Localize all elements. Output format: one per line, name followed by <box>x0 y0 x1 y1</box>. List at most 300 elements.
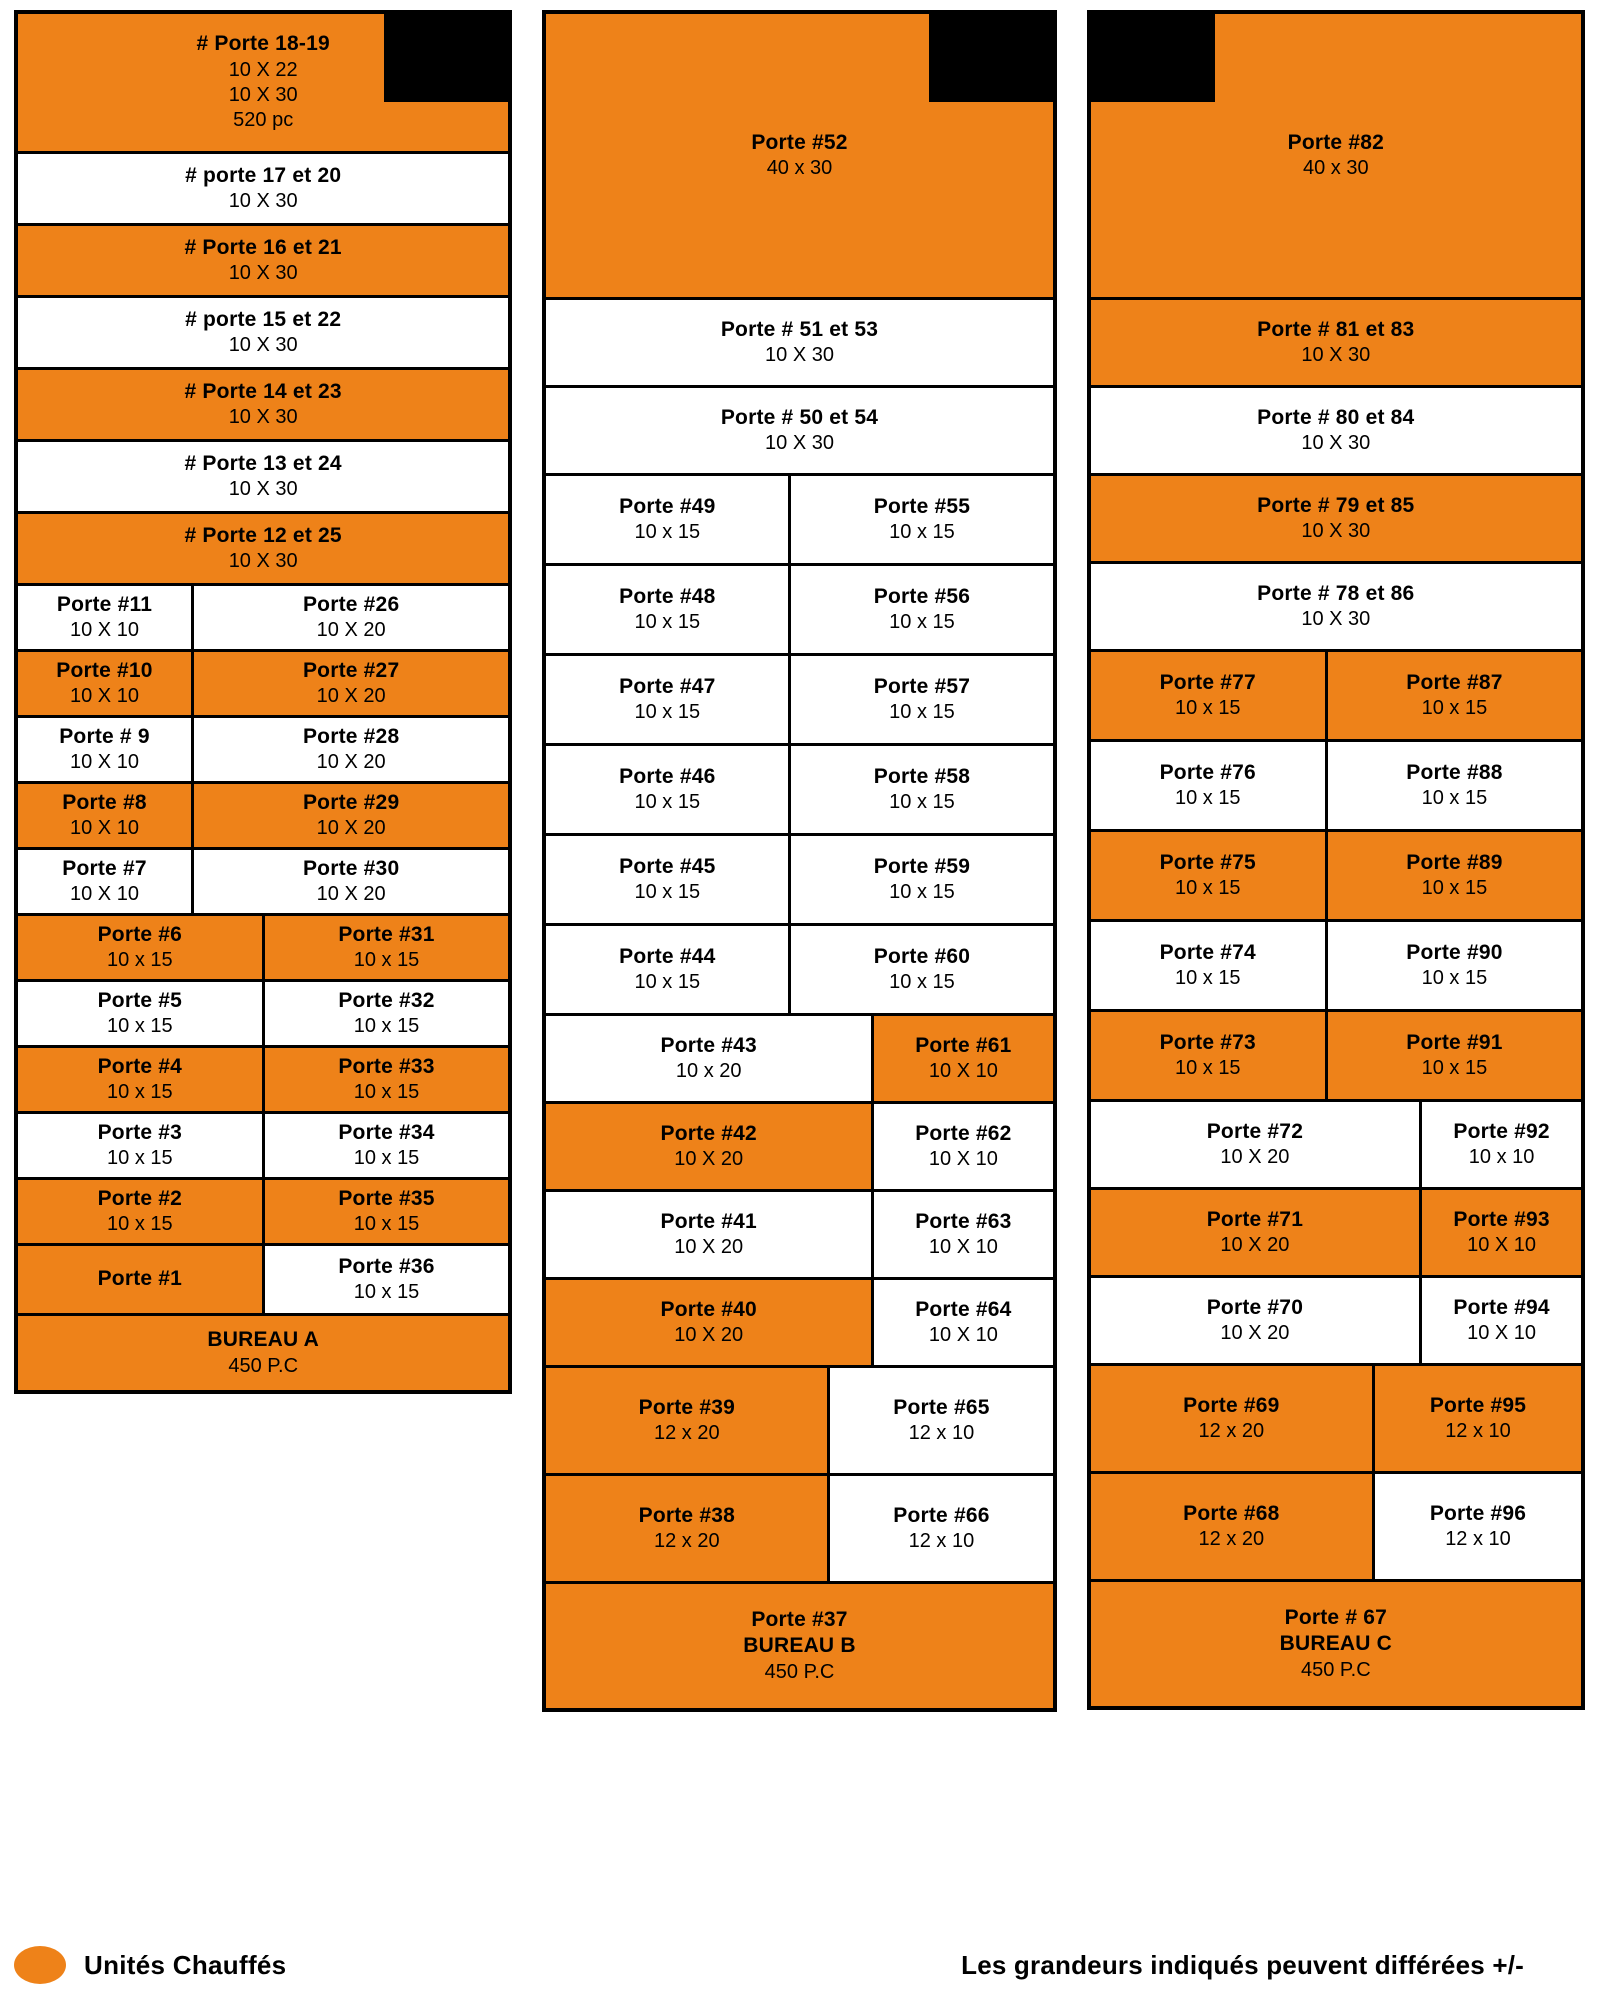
unit-label: BUREAU A <box>207 1328 319 1352</box>
unit-dimension: 10 x 15 <box>353 1015 420 1038</box>
unit-row <box>1091 1190 1581 1278</box>
unit-cell[interactable] <box>18 1048 262 1111</box>
unit-dimension: 40 x 30 <box>1303 157 1369 180</box>
unit-dimension: 10 x 15 <box>107 1015 173 1038</box>
unit-label: Porte #56 <box>873 584 971 608</box>
unit-dimension: 12 x 10 <box>1445 1528 1511 1551</box>
unit-dimension: 10 x 15 <box>634 791 701 814</box>
unit-cell[interactable] <box>546 746 788 833</box>
unit-row <box>546 1584 1052 1708</box>
unit-cell[interactable] <box>1419 1190 1581 1275</box>
unit-dimension: 12 x 20 <box>1198 1420 1265 1443</box>
unit-cell[interactable] <box>191 784 508 847</box>
unit-cell[interactable] <box>1419 1278 1581 1363</box>
unit-rows-b <box>546 14 1052 1708</box>
unit-dimension: 10 X 30 <box>765 344 834 367</box>
unit-dimension: 12 x 10 <box>908 1422 975 1445</box>
unit-label: Porte #3 <box>97 1120 183 1144</box>
unit-cell[interactable] <box>1325 922 1581 1009</box>
unit-dimension: 10 X 30 <box>1301 608 1371 631</box>
unit-label: Porte #7 <box>62 856 147 880</box>
unit-label: Porte #91 <box>1406 1030 1503 1054</box>
unit-dimension: 10 x 15 <box>353 1081 420 1104</box>
unit-cell[interactable] <box>18 784 191 847</box>
unit-label: Porte #73 <box>1159 1030 1256 1054</box>
unit-label: Porte #75 <box>1159 850 1256 874</box>
unit-label: Porte # 78 et 86 <box>1257 581 1415 605</box>
unit-cell[interactable] <box>1325 832 1581 919</box>
unit-cell[interactable] <box>1091 652 1325 739</box>
unit-label: Porte #66 <box>893 1503 990 1527</box>
unit-dimension: 10 x 15 <box>107 1081 173 1104</box>
unit-label: Porte #41 <box>660 1209 757 1233</box>
unit-cell[interactable] <box>191 652 508 715</box>
unit-label: Porte #40 <box>660 1297 757 1321</box>
unit-dimension: 10 X 30 <box>228 478 298 501</box>
unit-cell[interactable] <box>18 718 191 781</box>
unit-dimension: 10 x 15 <box>1421 787 1488 810</box>
unit-cell[interactable] <box>191 850 508 913</box>
unit-dimension: 10 X 30 <box>228 84 298 107</box>
unit-label: Porte #33 <box>338 1054 435 1078</box>
unit-cell[interactable] <box>546 1280 871 1365</box>
unit-label: Porte #76 <box>1159 760 1256 784</box>
unit-cell[interactable] <box>871 1016 1053 1101</box>
unit-row <box>18 1246 508 1316</box>
unit-dimension: 10 x 15 <box>107 1213 173 1236</box>
unit-label: Porte #64 <box>915 1297 1012 1321</box>
unit-dimension: 10 X 20 <box>316 685 386 708</box>
unit-dimension: 10 X 20 <box>674 1236 744 1259</box>
unit-dimension: 10 X 20 <box>316 619 386 642</box>
unit-label: Porte #1 <box>97 1267 183 1291</box>
unit-label: Porte #71 <box>1206 1207 1304 1231</box>
unit-row <box>18 370 508 442</box>
unit-label: Porte #62 <box>915 1121 1012 1145</box>
unit-cell[interactable] <box>1325 742 1581 829</box>
unit-dimension: 12 x 20 <box>1198 1528 1265 1551</box>
unit-label: Porte #96 <box>1429 1501 1527 1525</box>
unit-row <box>1091 300 1581 388</box>
unit-dimension: 10 X 20 <box>316 883 386 906</box>
building-block-a <box>14 10 512 1394</box>
unit-dimension: 10 x 15 <box>1174 967 1241 990</box>
unit-label: Porte #2 <box>97 1186 183 1210</box>
unit-dimension: 10 x 15 <box>1421 967 1488 990</box>
unit-dimension: 10 x 15 <box>634 701 701 724</box>
unit-cell[interactable] <box>1372 1474 1581 1579</box>
unit-label: Porte #38 <box>638 1503 735 1527</box>
unit-label: # porte 17 et 20 <box>185 163 342 187</box>
unit-dimension: 10 x 15 <box>1421 877 1488 900</box>
unit-label: Porte #68 <box>1183 1501 1280 1525</box>
unit-row <box>18 982 508 1048</box>
unit-label: Porte # 51 et 53 <box>720 317 879 341</box>
unit-cell[interactable] <box>262 916 509 979</box>
unit-cell[interactable] <box>1091 1582 1581 1706</box>
unit-row <box>1091 1102 1581 1190</box>
unit-dimension: BUREAU B <box>743 1634 856 1658</box>
unit-cell[interactable] <box>262 1048 509 1111</box>
building-columns <box>14 10 1585 1712</box>
unit-dimension: 10 x 15 <box>1174 697 1241 720</box>
unit-label: Porte #61 <box>915 1033 1012 1057</box>
unit-label: Porte #37 <box>751 1607 848 1631</box>
unit-row <box>546 476 1052 566</box>
unit-cell[interactable] <box>18 514 508 583</box>
unit-dimension: 10 X 10 <box>70 619 139 642</box>
unit-dimension: 10 X 10 <box>928 1324 998 1347</box>
unit-cell[interactable] <box>1091 1278 1420 1363</box>
unit-dimension: 10 X 30 <box>1301 520 1371 543</box>
unit-dimension: 10 x 15 <box>634 611 701 634</box>
unit-dimension: 12 x 10 <box>908 1530 975 1553</box>
unit-cell[interactable] <box>18 850 191 913</box>
unit-row <box>18 1048 508 1114</box>
unit-cell[interactable] <box>262 1246 509 1313</box>
unit-dimension: 450 P.C <box>764 1660 835 1683</box>
unit-dimension: 10 X 20 <box>674 1148 744 1171</box>
unit-cell[interactable] <box>871 1104 1053 1189</box>
unit-label: Porte #77 <box>1159 670 1256 694</box>
unit-label: Porte #47 <box>619 674 716 698</box>
unit-cell[interactable] <box>191 718 508 781</box>
unit-dimension: 10 X 30 <box>228 550 298 573</box>
unit-cell[interactable] <box>18 1246 262 1313</box>
unit-label: Porte #59 <box>873 854 971 878</box>
unit-label: Porte #82 <box>1287 130 1384 154</box>
unit-dimension: 10 x 15 <box>889 881 955 904</box>
unit-label: Porte #31 <box>338 922 435 946</box>
unit-cell[interactable] <box>262 1114 509 1177</box>
unit-label: Porte #58 <box>873 764 971 788</box>
unit-cell[interactable] <box>546 926 788 1013</box>
unit-row <box>546 300 1052 388</box>
unit-cell[interactable] <box>1419 1102 1581 1187</box>
unit-label: Porte #87 <box>1406 670 1503 694</box>
unit-cell[interactable] <box>546 476 788 563</box>
unit-dimension: 10 X 10 <box>928 1236 998 1259</box>
unit-cell[interactable] <box>827 1476 1052 1581</box>
unit-label: Porte #70 <box>1206 1295 1304 1319</box>
unit-row <box>546 1104 1052 1192</box>
building-block-b <box>542 10 1056 1712</box>
unit-row <box>1091 742 1581 832</box>
unit-label: Porte #46 <box>619 764 716 788</box>
unit-label: Porte #63 <box>915 1209 1012 1233</box>
unit-dimension: 10 X 20 <box>1220 1234 1290 1257</box>
unit-row <box>546 1192 1052 1280</box>
unit-dimension: 10 X 10 <box>70 883 139 906</box>
unit-dimension: BUREAU C <box>1279 1632 1393 1656</box>
unit-cell[interactable] <box>1091 1012 1325 1099</box>
unit-cell[interactable] <box>191 586 508 649</box>
unit-dimension: 10 x 15 <box>107 949 173 972</box>
unit-dimension: 12 x 10 <box>1445 1420 1511 1443</box>
unit-row <box>546 1368 1052 1476</box>
unit-cell[interactable] <box>546 1476 827 1581</box>
unit-cell[interactable] <box>546 836 788 923</box>
unit-dimension: 10 x 15 <box>889 791 955 814</box>
unit-label: Porte #55 <box>873 494 971 518</box>
unit-label: Porte #26 <box>302 592 400 616</box>
unit-cell[interactable] <box>1091 1474 1372 1579</box>
unit-cell[interactable] <box>1091 742 1325 829</box>
unit-cell[interactable] <box>1091 1102 1420 1187</box>
unit-row <box>546 566 1052 656</box>
unit-label: Porte #65 <box>893 1395 990 1419</box>
unit-dimension: 12 x 20 <box>653 1530 720 1553</box>
unit-label: Porte #44 <box>619 944 716 968</box>
unit-label: Porte # 67 <box>1284 1605 1387 1629</box>
unit-label: Porte #28 <box>302 724 400 748</box>
corner-notch-c <box>1091 14 1215 102</box>
unit-cell[interactable] <box>1325 652 1581 739</box>
unit-row <box>546 836 1052 926</box>
unit-row <box>1091 1474 1581 1582</box>
unit-dimension: 10 x 15 <box>889 521 955 544</box>
unit-dimension: 10 x 15 <box>1174 787 1241 810</box>
unit-cell[interactable] <box>18 1180 262 1243</box>
unit-row <box>546 746 1052 836</box>
unit-label: Porte #92 <box>1453 1119 1550 1143</box>
unit-label: Porte # 81 et 83 <box>1257 317 1415 341</box>
unit-label: # Porte 16 et 21 <box>184 235 342 259</box>
unit-row <box>546 1016 1052 1104</box>
unit-cell[interactable] <box>546 388 1052 473</box>
unit-row <box>18 442 508 514</box>
unit-label: Porte #11 <box>56 592 153 616</box>
unit-row <box>546 388 1052 476</box>
unit-cell[interactable] <box>262 1180 509 1243</box>
unit-label: Porte # 50 et 54 <box>720 405 879 429</box>
unit-label: Porte #45 <box>619 854 716 878</box>
unit-label: Porte #5 <box>97 988 183 1012</box>
unit-row <box>18 718 508 784</box>
unit-label: # Porte 13 et 24 <box>184 451 342 475</box>
unit-label: Porte # 80 et 84 <box>1257 405 1415 429</box>
building-block-c <box>1087 10 1585 1710</box>
unit-label: Porte #69 <box>1183 1393 1280 1417</box>
unit-dimension: 10 x 15 <box>634 521 701 544</box>
unit-label: # Porte 14 et 23 <box>184 379 342 403</box>
unit-dimension: 10 x 15 <box>634 881 701 904</box>
unit-cell[interactable] <box>1325 1012 1581 1099</box>
unit-dimension: 10 x 15 <box>353 1281 420 1304</box>
unit-cell[interactable] <box>1091 564 1581 649</box>
unit-dimension: 10 x 15 <box>889 971 955 994</box>
unit-dimension: 10 x 15 <box>107 1147 173 1170</box>
unit-cell[interactable] <box>871 1192 1053 1277</box>
unit-label: Porte # 79 et 85 <box>1257 493 1415 517</box>
unit-dimension: 10 X 22 <box>228 58 298 81</box>
unit-dimension: 10 x 15 <box>1421 1057 1488 1080</box>
unit-dimension: 10 X 20 <box>1220 1146 1290 1169</box>
unit-row <box>1091 1366 1581 1474</box>
legend <box>14 1946 1584 1984</box>
unit-row <box>546 926 1052 1016</box>
unit-dimension: 10 X 10 <box>928 1148 998 1171</box>
unit-label: Porte #57 <box>873 674 971 698</box>
unit-cell[interactable] <box>1091 922 1325 1009</box>
unit-dimension: 10 X 30 <box>1301 344 1371 367</box>
unit-row <box>1091 476 1581 564</box>
unit-cell[interactable] <box>546 566 788 653</box>
unit-dimension: 10 x 15 <box>353 1213 420 1236</box>
unit-dimension: 10 x 15 <box>1174 1057 1241 1080</box>
unit-row <box>18 784 508 850</box>
unit-row <box>1091 388 1581 476</box>
unit-dimension: 10 X 30 <box>228 262 298 285</box>
unit-label: Porte #4 <box>97 1054 183 1078</box>
unit-cell[interactable] <box>546 300 1052 385</box>
unit-row <box>18 652 508 718</box>
unit-dimension: 10 X 10 <box>70 817 139 840</box>
unit-label: Porte #93 <box>1453 1207 1550 1231</box>
unit-cell[interactable] <box>18 586 191 649</box>
unit-label: Porte #32 <box>338 988 435 1012</box>
unit-dimension: 450 P.C <box>228 1354 299 1377</box>
unit-rows-c <box>1091 14 1581 1706</box>
unit-cell[interactable] <box>1091 1190 1420 1275</box>
unit-dimension: 12 x 20 <box>653 1422 720 1445</box>
unit-dimension: 450 P.C <box>1300 1658 1371 1681</box>
unit-label: Porte #34 <box>338 1120 435 1144</box>
unit-cell[interactable] <box>827 1368 1052 1473</box>
unit-label: Porte #27 <box>302 658 400 682</box>
unit-cell[interactable] <box>788 926 1052 1013</box>
unit-cell[interactable] <box>788 476 1052 563</box>
unit-dimension: 10 X 30 <box>228 190 298 213</box>
unit-cell[interactable] <box>1091 832 1325 919</box>
unit-dimension: 10 X 20 <box>316 817 386 840</box>
unit-cell[interactable] <box>18 226 508 295</box>
unit-label: Porte #35 <box>338 1186 435 1210</box>
unit-dimension: 10 X 10 <box>928 1060 998 1083</box>
unit-cell[interactable] <box>18 982 262 1045</box>
unit-dimension: 10 X 10 <box>70 751 139 774</box>
unit-dimension: 520 pc <box>233 109 294 132</box>
unit-label: Porte #10 <box>56 658 153 682</box>
unit-cell[interactable] <box>1091 476 1581 561</box>
heated-units-swatch <box>14 1946 66 1984</box>
unit-dimension: 10 x 15 <box>889 701 955 724</box>
unit-row <box>18 154 508 226</box>
unit-row <box>18 916 508 982</box>
unit-dimension: 10 X 20 <box>1220 1322 1290 1345</box>
unit-row <box>1091 1582 1581 1706</box>
unit-label: Porte # 9 <box>59 724 150 748</box>
unit-cell[interactable] <box>18 298 508 367</box>
unit-row <box>1091 1278 1581 1366</box>
unit-dimension: 10 x 15 <box>634 971 701 994</box>
unit-dimension: 10 X 10 <box>70 685 139 708</box>
unit-cell[interactable] <box>788 746 1052 833</box>
unit-label: Porte #52 <box>751 130 848 154</box>
unit-cell[interactable] <box>18 1316 508 1390</box>
unit-cell[interactable] <box>18 154 508 223</box>
unit-cell[interactable] <box>1372 1366 1581 1471</box>
unit-dimension: 10 x 15 <box>1421 697 1488 720</box>
unit-dimension: 10 X 30 <box>228 406 298 429</box>
unit-row <box>18 1316 508 1390</box>
unit-cell[interactable] <box>1091 1366 1372 1471</box>
unit-dimension: 10 X 30 <box>1301 432 1371 455</box>
unit-cell[interactable] <box>546 1016 871 1101</box>
unit-dimension: 10 X 20 <box>674 1324 744 1347</box>
unit-rows-a <box>18 14 508 1390</box>
unit-label: Porte #36 <box>338 1254 435 1278</box>
unit-cell[interactable] <box>546 1368 827 1473</box>
unit-row <box>546 656 1052 746</box>
unit-cell[interactable] <box>871 1280 1053 1365</box>
unit-label: Porte #90 <box>1406 940 1503 964</box>
unit-label: Porte #42 <box>660 1121 757 1145</box>
legend-heated-label: Unités Chauffés <box>84 1949 287 1980</box>
unit-row <box>1091 652 1581 742</box>
unit-dimension: 10 x 15 <box>353 949 420 972</box>
unit-dimension: 10 x 15 <box>1174 877 1241 900</box>
unit-row <box>18 514 508 586</box>
unit-dimension: 10 X 20 <box>316 751 386 774</box>
unit-dimension: 10 X 30 <box>228 334 298 357</box>
unit-row <box>18 1180 508 1246</box>
unit-dimension: 10 X 30 <box>765 432 834 455</box>
unit-cell[interactable] <box>18 370 508 439</box>
unit-label: Porte #94 <box>1453 1295 1550 1319</box>
unit-dimension: 10 x 20 <box>675 1060 742 1083</box>
unit-row <box>1091 1012 1581 1102</box>
unit-cell[interactable] <box>18 442 508 511</box>
unit-cell[interactable] <box>546 1584 1052 1708</box>
unit-row <box>18 298 508 370</box>
legend-note: Les grandeurs indiqués peuvent différées +/- <box>961 1949 1524 1980</box>
unit-label: Porte #8 <box>62 790 147 814</box>
unit-label: # Porte 18-19 <box>196 32 330 56</box>
unit-row <box>1091 832 1581 922</box>
unit-label: Porte #29 <box>302 790 400 814</box>
unit-cell[interactable] <box>788 566 1052 653</box>
unit-label: Porte #49 <box>619 494 716 518</box>
unit-cell[interactable] <box>788 836 1052 923</box>
unit-label: Porte #74 <box>1159 940 1256 964</box>
unit-row <box>18 1114 508 1180</box>
unit-cell[interactable] <box>546 1104 871 1189</box>
corner-notch-b <box>929 14 1053 102</box>
unit-cell[interactable] <box>546 1192 871 1277</box>
corner-notch-a <box>384 14 508 102</box>
unit-cell[interactable] <box>18 652 191 715</box>
unit-row <box>546 1280 1052 1368</box>
unit-label: Porte #43 <box>660 1033 757 1057</box>
unit-cell[interactable] <box>262 982 509 1045</box>
unit-label: Porte #72 <box>1206 1119 1304 1143</box>
unit-dimension: 10 x 10 <box>1468 1146 1535 1169</box>
unit-cell[interactable] <box>1091 300 1581 385</box>
unit-cell[interactable] <box>546 656 788 743</box>
unit-label: Porte #89 <box>1406 850 1503 874</box>
unit-cell[interactable] <box>1091 388 1581 473</box>
unit-cell[interactable] <box>18 1114 262 1177</box>
unit-label: Porte #6 <box>97 922 183 946</box>
unit-cell[interactable] <box>788 656 1052 743</box>
unit-label: Porte #88 <box>1406 760 1503 784</box>
unit-cell[interactable] <box>18 916 262 979</box>
unit-label: Porte #30 <box>302 856 400 880</box>
unit-row <box>18 226 508 298</box>
unit-label: Porte #39 <box>638 1395 735 1419</box>
unit-label: # Porte 12 et 25 <box>184 523 342 547</box>
